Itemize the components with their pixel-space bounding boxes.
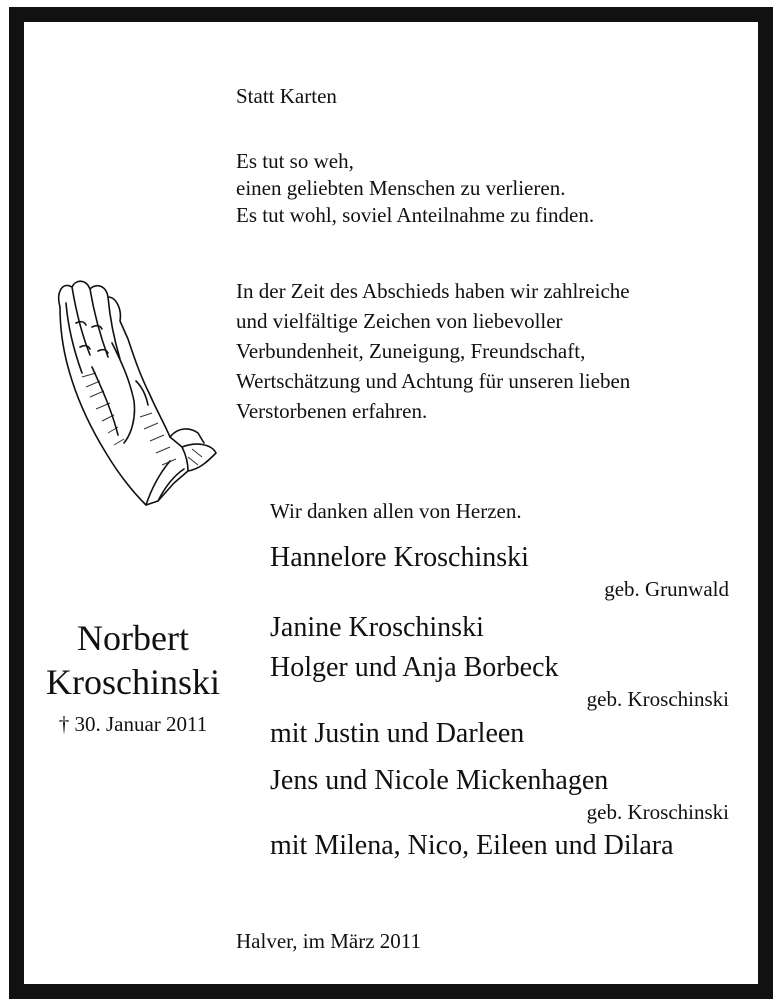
paragraph-line: und vielfältige Zeichen von liebevoller (236, 309, 563, 333)
mourner-name: Jens und Nicole Mickenhagen (270, 765, 609, 796)
mourner-name: Holger und Anja Borbeck (270, 652, 559, 683)
place-date: Halver, im März 2011 (236, 929, 421, 953)
paragraph-line: Wertschätzung und Achtung für unseren lieben (236, 369, 631, 393)
poem-line: einen geliebten Menschen zu verlieren. (236, 176, 566, 200)
maiden-name: geb. Kroschinski (586, 687, 729, 711)
header-text: Statt Karten (236, 84, 337, 108)
praying-hands-icon (52, 277, 220, 513)
maiden-name: geb. Grunwald (604, 577, 729, 601)
paragraph-line: Verbundenheit, Zuneigung, Freundschaft, (236, 339, 586, 363)
deceased-last-name: Kroschinski (46, 662, 220, 702)
paragraph-line: Verstorbenen erfahren. (236, 399, 428, 423)
mourner-name: Janine Kroschinski (270, 612, 484, 643)
mourner-name: Hannelore Kroschinski (270, 542, 529, 573)
thanks-text: Wir danken allen von Herzen. (270, 499, 522, 523)
maiden-name: geb. Kroschinski (586, 800, 729, 824)
mourner-name: mit Justin und Darleen (270, 718, 525, 749)
paragraph-line: In der Zeit des Abschieds haben wir zahlreiche (236, 279, 630, 303)
death-date: † 30. Januar 2011 (58, 712, 208, 736)
poem-line: Es tut so weh, (236, 149, 354, 173)
deceased-first-name: Norbert (77, 618, 189, 658)
mourner-name: mit Milena, Nico, Eileen und Dilara (270, 830, 674, 861)
poem-line: Es tut wohl, soviel Anteilnahme zu finden. (236, 203, 595, 227)
